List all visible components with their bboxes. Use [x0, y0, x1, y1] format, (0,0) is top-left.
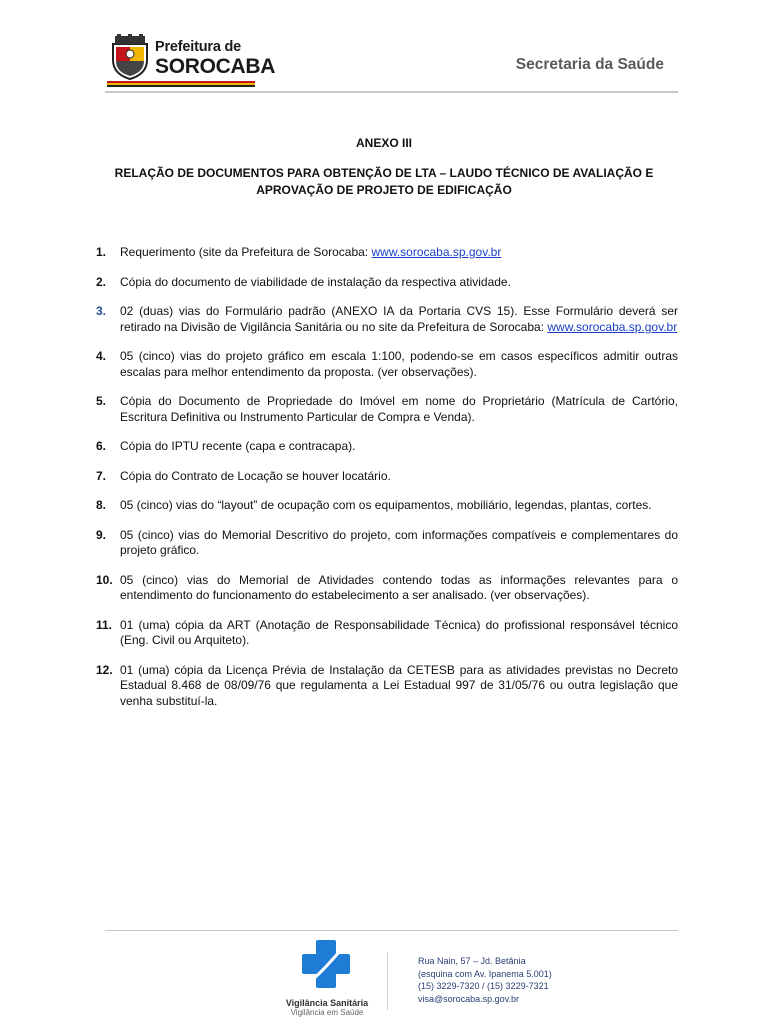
list-item: [96, 275, 678, 291]
vigilancia-logo: [282, 938, 372, 1018]
item-text: Cópia do Documento de Propriedade do Imóvel em nome do Proprietário (Matrícula de Cartório, Escritura Definitiva ou Instrumento Particular de Compra e Venda).: [120, 394, 678, 424]
list-item: [96, 573, 678, 604]
item-number: 11.: [96, 617, 113, 632]
annex-title: ANEXO III: [355, 136, 412, 150]
page-header: [0, 0, 768, 100]
logo-stripes: [107, 81, 255, 87]
footer-logo-title: Vigilância Sanitária: [285, 998, 369, 1008]
item-number: 12.: [96, 662, 113, 677]
item-text: Cópia do IPTU recente (capa e contracapa).: [120, 439, 356, 453]
item-text: Cópia do documento de viabilidade de instalação da respectiva atividade.: [120, 274, 511, 289]
list-item: [96, 304, 678, 335]
page-footer: [0, 930, 768, 1024]
item-text: 02 (duas) vias do Formulário padrão (ANEXO IA da Portaria CVS 15). Esse Formulário deverá ser retirado na Divisão de Vigilância Sanitária ou no site da Prefeitura de Sorocaba:: [120, 304, 678, 334]
item-text: 05 (cinco) vias do projeto gráfico em escala 1:100, podendo-se em casos específicos admitir outras escalas para melhor entendimento da proposta. (ver observações).: [120, 349, 678, 379]
footer-vertical-divider: [387, 952, 388, 1010]
documents-list: [96, 245, 678, 723]
list-item: [96, 618, 678, 649]
item-number: 8.: [96, 498, 107, 512]
list-item: [96, 663, 678, 710]
item-number: 7.: [96, 468, 107, 483]
item-number: 1.: [96, 245, 107, 259]
document-subtitle: RELAÇÃO DE DOCUMENTOS PARA OBTENÇÃO DE LTA – LAUDO TÉCNICO DE AVALIAÇÃO E APROVAÇÃO DE PROJETO DE EDIFICAÇÃO: [114, 166, 654, 197]
item-number: 10.: [96, 572, 113, 587]
item-number: 9.: [96, 527, 107, 542]
header-divider: [105, 91, 678, 93]
footer-logo-subtitle: Vigilância em Saúde: [290, 1008, 364, 1017]
list-item: [96, 498, 678, 514]
item-text: 05 (cinco) vias do “layout” de ocupação com os equipamentos, mobiliário, legendas, plantas, cortes.: [120, 498, 652, 512]
logo-line1: Prefeitura de: [155, 39, 242, 55]
health-cross-icon: [296, 938, 358, 990]
list-item: [96, 394, 678, 425]
item-number: 2.: [96, 274, 107, 289]
address-street: Rua Nain, 57 – Jd. Betânia: [418, 956, 526, 966]
item-text: Requerimento (site da Prefeitura de Sorocaba:: [120, 245, 372, 259]
list-item: [96, 469, 678, 485]
footer-address: [418, 955, 552, 1005]
item-text: 01 (uma) cópia da ART (Anotação de Responsabilidade Técnica) do profissional responsável técnico (Eng. Civil ou Arquiteto).: [120, 617, 678, 647]
prefeitura-website-link[interactable]: www.sorocaba.sp.gov.br: [547, 319, 678, 334]
list-item: [96, 245, 678, 261]
address-email[interactable]: visa@sorocaba.sp.gov.br: [418, 993, 520, 1004]
item-text: Cópia do Contrato de Locação se houver locatário.: [120, 468, 391, 483]
item-number: 6.: [96, 439, 107, 453]
item-text: 05 (cinco) vias do Memorial Descritivo do projeto, com informações compatíveis e complementares do projeto gráfico.: [120, 527, 678, 557]
item-number: 4.: [96, 349, 107, 363]
list-item: [96, 439, 678, 455]
section-title: Secretaria da Saúde: [515, 56, 664, 73]
item-number: 3.: [96, 304, 107, 318]
logo-stripe: [107, 85, 255, 87]
address-phone: (15) 3229-7320 / (15) 3229-7321: [418, 981, 549, 991]
list-item: [96, 528, 678, 559]
item-number: 5.: [96, 394, 107, 408]
logo-line2: SOROCABA: [155, 55, 276, 78]
item-text: 05 (cinco) vias do Memorial de Atividades contendo todas as informações relevantes para o entendimento do funcionamento do estabelecimento a ser analisado. (ver observações).: [120, 572, 678, 602]
address-reference: (esquina com Av. Ipanema 5.001): [418, 968, 552, 979]
prefeitura-logo: [107, 34, 276, 90]
item-text: 01 (uma) cópia da Licença Prévia de Instalação da CETESB para as atividades previstas no Decreto Estadual 8.468 de 08/09/76 que regulamenta a Lei Estadual 997 de 31/05/76 ou outra legislação que venha substituí-la.: [120, 662, 678, 708]
city-crest-icon: [107, 34, 153, 80]
footer-divider-line: [105, 930, 678, 931]
list-item: [96, 349, 678, 380]
prefeitura-website-link[interactable]: www.sorocaba.sp.gov.br: [371, 245, 502, 259]
